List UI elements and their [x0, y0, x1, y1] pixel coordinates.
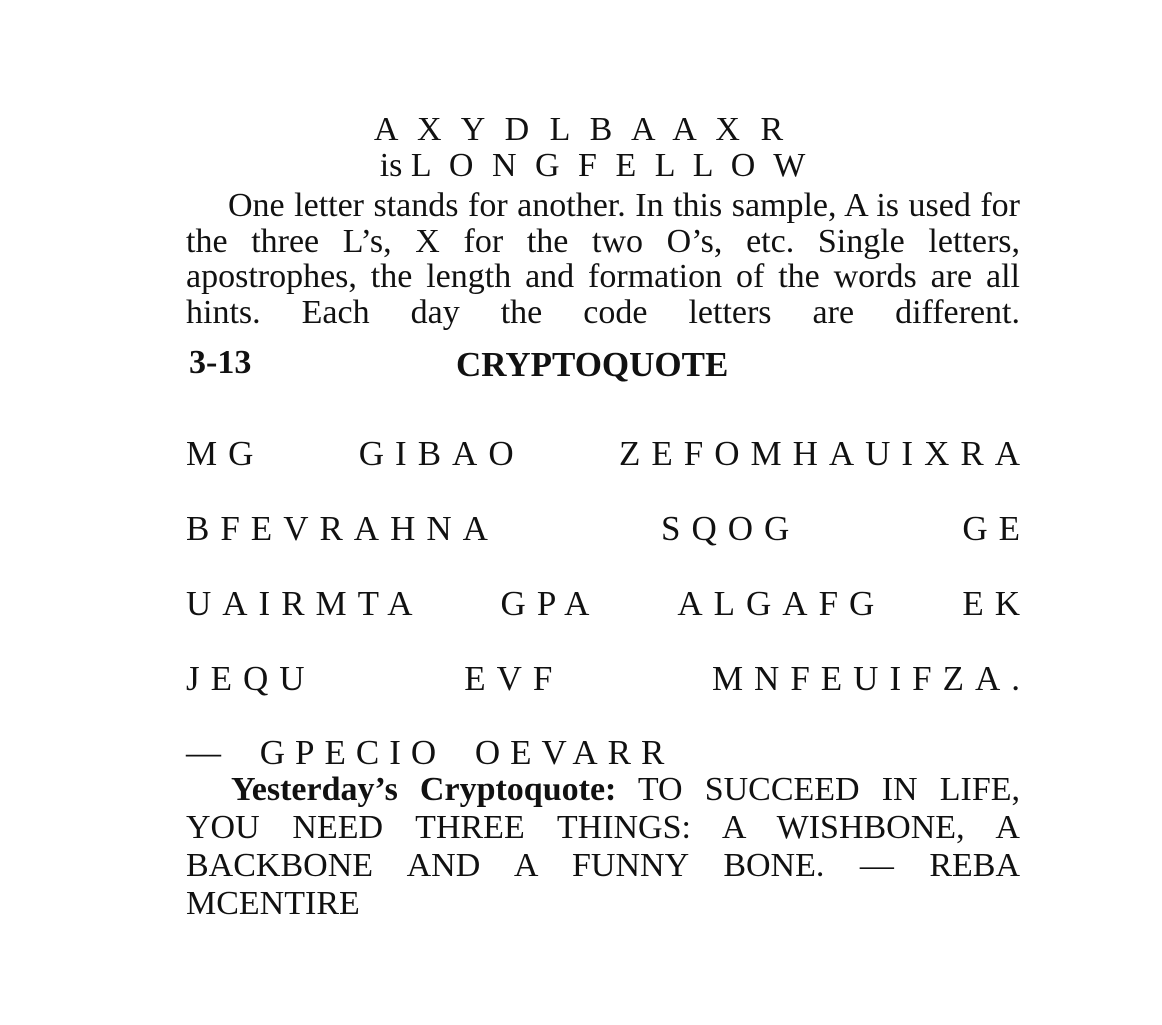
attribution-dash: —: [186, 733, 221, 772]
cipher-word: SQOG: [660, 509, 801, 548]
cipher-word: EVF: [464, 659, 564, 698]
cipher-word: ZEFOMHAUIXRA: [618, 434, 1031, 473]
cipher-line-4: [186, 659, 1031, 699]
cipher-word: MNFEUIFZA.: [711, 659, 1031, 698]
cipher-attribution: [186, 733, 694, 773]
cipher-word: EK: [962, 584, 1031, 623]
cipher-word: GPA: [500, 584, 601, 623]
cipher-line-1: [186, 434, 1031, 474]
sample-answer-line: [0, 148, 1162, 184]
cipher-word: GIBAO: [358, 434, 525, 473]
cipher-line-2: [186, 509, 1031, 549]
puzzle-number: 3-13: [189, 344, 252, 381]
attribution-word: OEVARR: [474, 733, 675, 772]
cipher-word: BFEVRAHNA: [186, 509, 499, 548]
sample-is-label: is: [379, 147, 403, 184]
cipher-line-3: [186, 584, 1031, 624]
cipher-word: JEQU: [186, 659, 316, 698]
cipher-word: ALGAFG: [677, 584, 886, 623]
attribution-word: GPECIO: [259, 733, 447, 772]
cipher-word: GE: [962, 509, 1031, 548]
cipher-word: UAIRMTA: [186, 584, 424, 623]
sample-answer: L O N G F E L L O W: [410, 147, 811, 184]
instructions-paragraph: One letter stands for another. In this sample, A is used for the three L’s, X for the two O’s, etc. Single letters, apostrophes, the length and formation of the words are all hints. Each day the code letters are different.: [186, 187, 1020, 331]
puzzle-title: CRYPTOQUOTE: [456, 345, 729, 384]
yesterday-answer-paragraph: [186, 771, 1020, 923]
yesterday-label: Yesterday’s Cryptoquote:: [231, 771, 617, 808]
sample-code: A X Y D L B A A X R: [373, 111, 789, 148]
yesterday-text: TO SUCCEED IN LIFE, YOU NEED THREE THINGS: A WISHBONE, A BACKBONE AND A FUNNY BONE. — REBA MCENTIRE: [186, 771, 1020, 922]
cipher-word: MG: [186, 434, 265, 473]
